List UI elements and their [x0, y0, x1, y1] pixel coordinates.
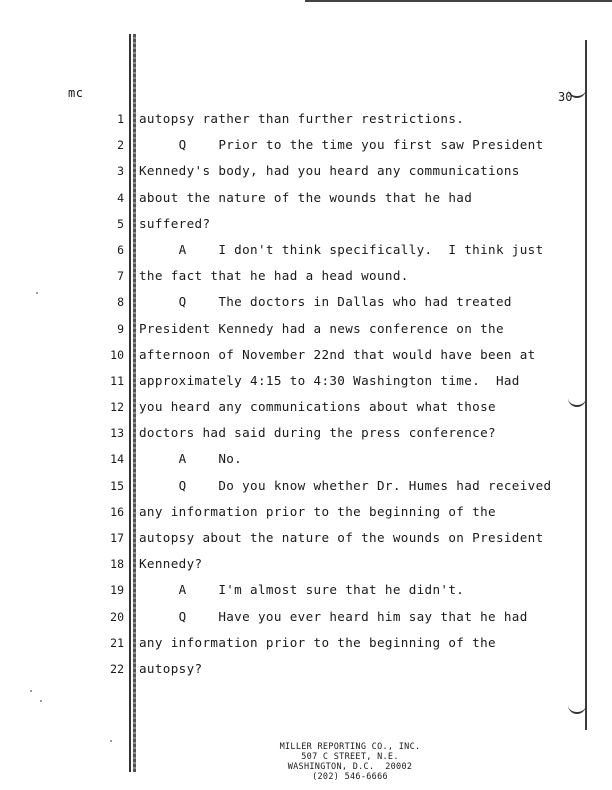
line-number: 10: [110, 347, 124, 362]
transcript-line: suffered?: [139, 215, 211, 231]
line-number-column: [100, 106, 124, 682]
transcript-line: autopsy about the nature of the wounds on President: [139, 530, 544, 545]
transcript-line: Kennedy?: [139, 556, 203, 572]
scan-speck: [40, 700, 42, 702]
transcript-line: A No.: [139, 451, 243, 467]
line-number: 9: [117, 321, 124, 336]
line-number: 3: [117, 164, 124, 179]
transcript-line: any information prior to the beginning of the: [139, 634, 496, 650]
transcript-line: autopsy?: [139, 660, 203, 676]
scan-speck: [36, 292, 38, 294]
right-margin-rule: [585, 40, 587, 730]
transcript-line: any information prior to the beginning of the: [139, 503, 496, 519]
transcript-line: approximately 4:15 to 4:30 Washington time. Had: [139, 372, 520, 388]
line-number: 4: [117, 190, 124, 205]
line-number: 21: [110, 635, 124, 650]
line-number: 13: [110, 426, 124, 441]
transcript-line: Q Prior to the time you first saw President: [139, 137, 544, 153]
scan-speck: [110, 740, 112, 742]
transcript-line: Q The doctors in Dallas who had treated: [139, 294, 512, 310]
transcript-line: A I'm almost sure that he didn't.: [139, 582, 465, 598]
line-number: 18: [110, 557, 124, 572]
transcript-line: doctors had said during the press conference?: [139, 425, 496, 441]
transcript-line: afternoon of November 22nd that would have been at: [139, 346, 536, 362]
transcript-line: President Kennedy had a news conference on the: [139, 320, 504, 336]
transcript-line: Q Do you know whether Dr. Humes had received: [139, 477, 552, 493]
line-number: 8: [117, 295, 124, 310]
line-number: 11: [110, 373, 124, 388]
line-number: 6: [117, 242, 124, 257]
line-number: 7: [117, 269, 124, 284]
footer-street: 507 C STREET, N.E.: [301, 752, 399, 762]
transcript-line: you heard any communications about what those: [139, 399, 496, 415]
transcript-body: [139, 106, 579, 682]
line-number: 17: [110, 531, 124, 545]
transcript-line: about the nature of the wounds that he had: [139, 189, 473, 205]
line-number: 22: [110, 661, 124, 676]
transcript-line: A I don't think specifically. I think just: [139, 241, 544, 257]
line-number: 16: [110, 504, 124, 519]
line-number: 5: [117, 216, 124, 231]
transcript-line: the fact that he had a head wound.: [139, 268, 409, 284]
reporter-initials: mc: [68, 86, 84, 100]
line-number: 12: [110, 400, 124, 415]
line-number: 15: [110, 478, 124, 493]
line-number: 14: [110, 452, 124, 467]
right-rule-curl-bottom: [568, 702, 586, 714]
transcript-line: Kennedy's body, had you heard any communications: [139, 163, 520, 179]
line-number: 19: [110, 583, 124, 598]
scan-speck: [30, 690, 32, 692]
footer-city: WASHINGTON, D.C. 20002: [287, 762, 413, 772]
line-number: 1: [117, 112, 124, 126]
reporter-footer: [250, 742, 450, 782]
left-margin-rule: [129, 34, 131, 772]
top-rule-line: [305, 0, 612, 2]
transcript-line: autopsy rather than further restrictions.: [139, 111, 465, 126]
line-number: 20: [110, 609, 124, 624]
transcript-line: Q Have you ever heard him say that he had: [139, 608, 528, 624]
line-number: 2: [117, 138, 124, 153]
left-margin-rule-double: [133, 34, 136, 772]
footer-phone: (202) 546-6666: [312, 772, 388, 782]
page-number: 30: [558, 90, 573, 104]
footer-company: MILLER REPORTING CO., INC.: [279, 742, 421, 752]
